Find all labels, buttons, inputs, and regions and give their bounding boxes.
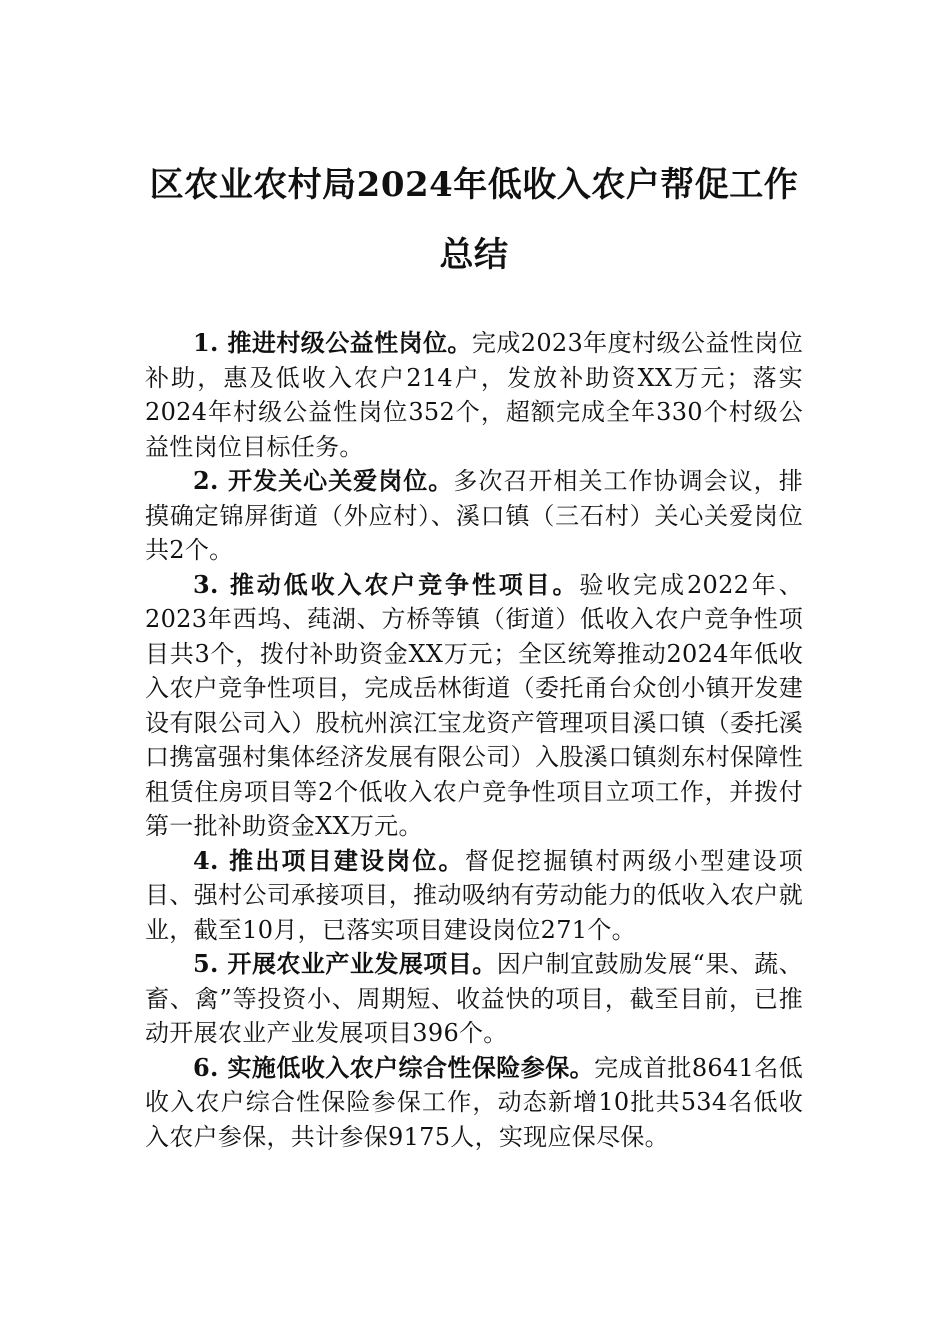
paragraph-5 xyxy=(145,947,803,1051)
paragraph-heading: 2. 开发关心关爱岗位。 xyxy=(193,466,454,495)
document-title xyxy=(145,150,803,290)
paragraph-text: 完成2023年度村级公益性岗位补助，惠及低收入农户214户，发放补助资XX万元；落实2024年村级公益性岗位352个，超额完成全年330个村级公益性岗位目标任务。 xyxy=(145,329,804,461)
paragraph-text: 多次召开相关工作协调会议，排摸确定锦屏街道（外应村）、溪口镇（三石村）关心关爱岗位共2个。 xyxy=(145,467,803,564)
paragraph-2 xyxy=(145,464,803,568)
paragraph-heading: 1. 推进村级公益性岗位。 xyxy=(193,328,472,357)
paragraph-1 xyxy=(145,326,803,464)
paragraph-6 xyxy=(145,1051,803,1155)
title-line-1: 区农业农村局2024年低收入农户帮促工作 xyxy=(149,165,799,205)
paragraph-heading: 4. 推出项目建设岗位。 xyxy=(193,845,465,875)
paragraph-heading: 5. 开展农业产业发展项目。 xyxy=(193,949,497,978)
paragraph-3 xyxy=(145,568,803,844)
paragraph-text: 验收完成2022年、2023年西坞、莼湖、方桥等镇（街道）低收入农户竞争性项目共3个，拨付补助资金XX万元；全区统筹推动2024年低收入农户竞争性项目，完成岳林街道（委托甬台众创小镇开发建设有限公司入）股杭州滨江宝龙资产管理项目溪口镇（委托溪口携富强村集体经济发展有限公司）入股溪口镇剡东村保障性租赁住房项目等2个低收入农户竞争性项目立项工作，并拨付第一批补助资金XX万元。 xyxy=(145,570,803,840)
paragraph-heading: 3. 推动低收入农户竞争性项目。 xyxy=(193,569,580,599)
paragraph-text: 督促挖掘镇村两级小型建设项目、强村公司承接项目，推动吸纳有劳动能力的低收入农户就业，截至10月，已落实项目建设岗位271个。 xyxy=(145,846,803,944)
document-body xyxy=(145,326,803,1154)
title-line-2: 总结 xyxy=(439,235,509,275)
paragraph-4 xyxy=(145,844,803,948)
paragraph-heading: 6. 实施低收入农户综合性保险参保。 xyxy=(193,1052,595,1082)
paragraph-text: 完成首批8641名低收入农户综合性保险参保工作，动态新增10批共534名低收入农户参保，共计参保9175人，实现应保尽保。 xyxy=(145,1053,804,1151)
paragraph-text: 因户制宜鼓励发展“果、蔬、畜、禽”等投资小、周期短、收益快的项目，截至目前，已推动开展农业产业发展项目396个。 xyxy=(145,950,803,1047)
